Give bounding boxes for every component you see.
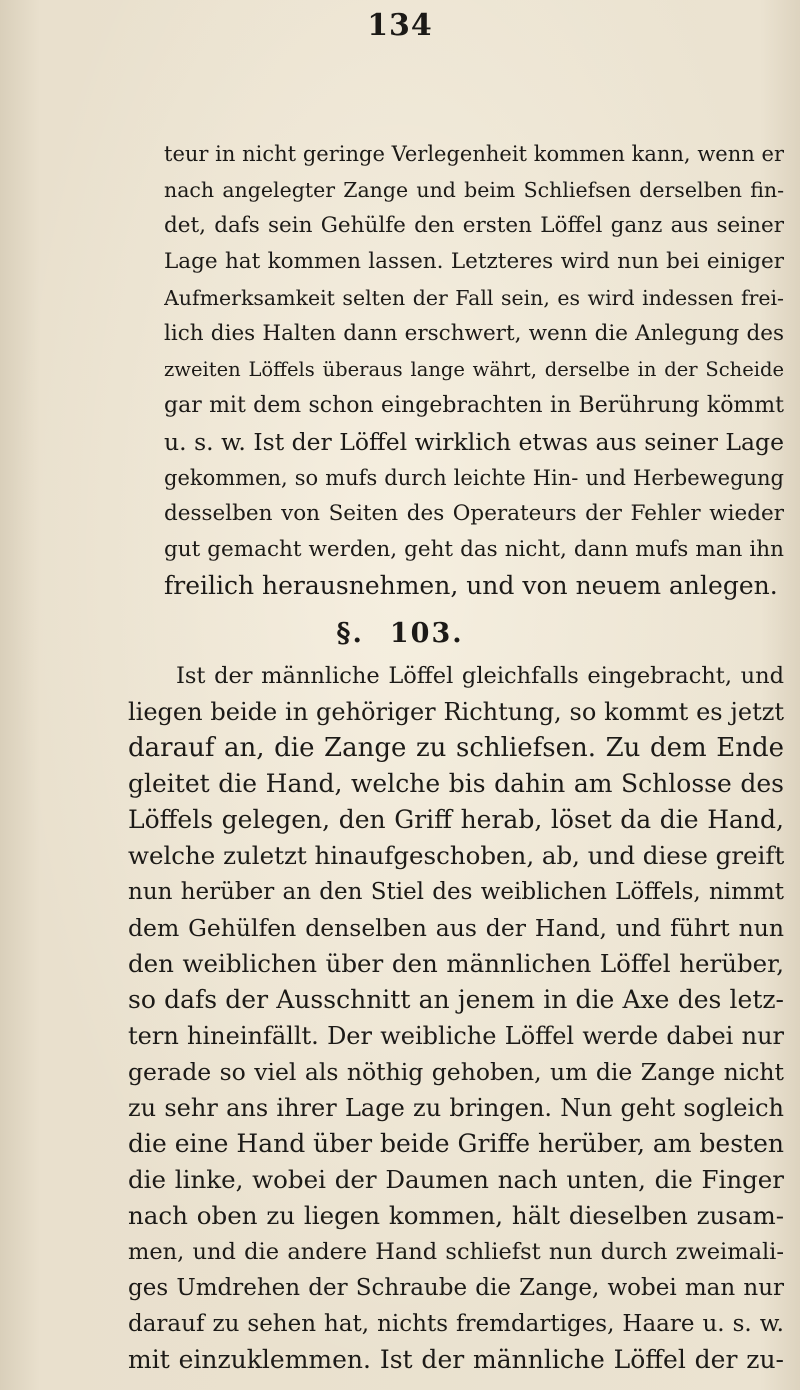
text-line: welche zuletzt hinaufgeschoben, ab, und diese greift <box>128 841 784 870</box>
text-line: men, und die andere Hand schliefst nun durch zweimali- <box>128 1239 784 1265</box>
text-line: dem Gehülfen denselben aus der Hand, und führt nun <box>128 914 784 942</box>
text-line: gerade so viel als nöthig gehoben, um die Zange nicht <box>128 1058 784 1086</box>
text-line: die linke, wobei der Daumen nach unten, die Finger <box>128 1165 784 1194</box>
text-line: liegen beide in gehöriger Richtung, so kommt es jetzt <box>128 698 784 726</box>
text-line: zweiten Löffels überaus lange währt, derselbe in der Scheide <box>164 358 784 381</box>
text-line: lich dies Halten dann erschwert, wenn die Anlegung des <box>164 321 784 346</box>
text-line: desselben von Seiten des Operateurs der Fehler wieder <box>164 501 784 526</box>
text-line: Ist der männliche Löffel gleichfalls eingebracht, und <box>176 663 784 689</box>
text-line: gekommen, so mufs durch leichte Hin- und Herbewegung <box>164 466 784 490</box>
text-line: Aufmerksamkeit selten der Fall sein, es wird indessen frei- <box>164 286 784 310</box>
text-line: Löffels gelegen, den Griff herab, löset da die Hand, <box>128 805 784 834</box>
text-line: darauf an, die Zange zu schliefsen. Zu dem Ende <box>128 733 784 763</box>
text-line: Lage hat kommen lassen. Letzteres wird nun bei einiger <box>164 249 784 274</box>
text-line: freilich herausnehmen, und von neuem anlegen. <box>164 571 778 600</box>
text-line: so dafs der Ausschnitt an jenem in die Axe des letz- <box>128 985 784 1014</box>
text-line: die eine Hand über beide Griffe herüber, am besten <box>128 1129 784 1158</box>
text-line: teur in nicht geringe Verlegenheit kommen kann, wenn er <box>164 142 784 166</box>
text-line: gar mit dem schon eingebrachten in Berührung kömmt <box>164 393 784 418</box>
text-line: darauf zu sehen hat, nichts fremdartiges, Haare u. s. w. <box>128 1311 784 1337</box>
section-symbol: §. <box>336 618 364 649</box>
text-line: den weiblichen über den männlichen Löffel herüber, <box>128 949 784 978</box>
text-line: gleitet die Hand, welche bis dahin am Schlosse des <box>128 769 784 798</box>
text-line: nach oben zu liegen kommen, hält dieselben zusam- <box>128 1201 784 1230</box>
text-line: gut gemacht werden, geht das nicht, dann mufs man ihn <box>164 537 784 562</box>
text-line: tern hineinfällt. Der weibliche Löffel werde dabei nur <box>128 1022 784 1050</box>
section-heading <box>0 618 800 649</box>
text-line: ges Umdrehen der Schraube die Zange, wobei man nur <box>128 1275 784 1301</box>
text-line: nun herüber an den Stiel des weiblichen Löffels, nimmt <box>128 879 784 905</box>
text-line: det, dafs sein Gehülfe den ersten Löffel ganz aus seiner <box>164 213 784 238</box>
text-line: nach angelegter Zange und beim Schliefsen derselben fin- <box>164 178 784 202</box>
text-line: zu sehr ans ihrer Lage zu bringen. Nun geht sogleich <box>128 1094 784 1122</box>
page-number: 134 <box>367 8 433 43</box>
text-line: mit einzuklemmen. Ist der männliche Löffel der zu- <box>128 1345 784 1374</box>
section-number: 103. <box>389 618 464 649</box>
text-line: u. s. w. Ist der Löffel wirklich etwas aus seiner Lage <box>164 428 784 456</box>
